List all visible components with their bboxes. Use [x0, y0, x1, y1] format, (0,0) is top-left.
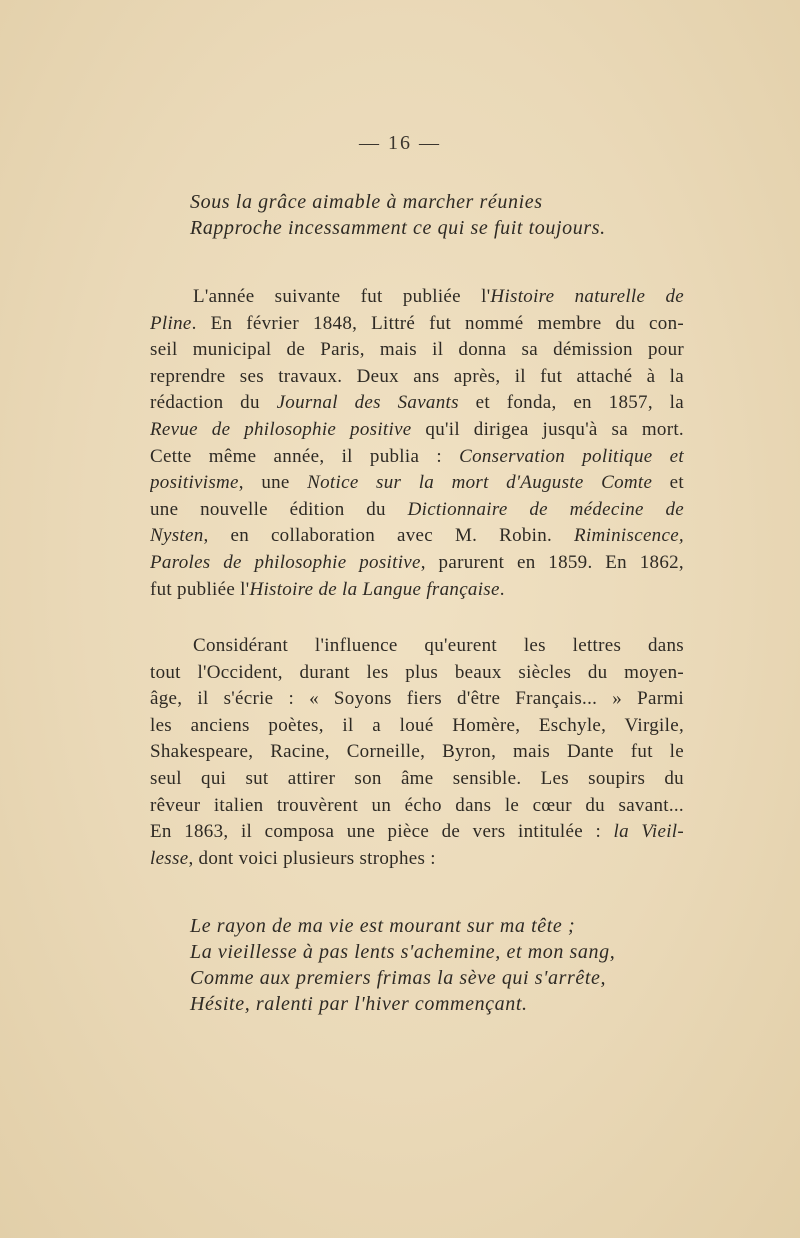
text-run: , une: [238, 472, 308, 494]
text-run: reprendre ses travaux. Deux ans après, il fut attaché à la: [150, 365, 684, 387]
text-line: [150, 633, 684, 660]
book-title: Histoire de la Langue française: [249, 578, 500, 600]
text-run: L'année suivante fut publiée l': [193, 286, 491, 307]
verse-line: Le rayon de ma vie est mourant sur ma tête ;: [190, 915, 576, 937]
verse-line: Comme aux premiers frimas la sève qui s'arrête,: [190, 967, 607, 989]
text-line: [150, 470, 684, 497]
text-run: rédaction du: [150, 392, 277, 414]
verse-quotation-top: [190, 189, 606, 241]
text-run: seul qui sut attirer son âme sensible. Les soupirs du: [150, 767, 684, 789]
text-line: [150, 713, 684, 740]
text-run: et: [652, 472, 684, 494]
text-run: Considérant l'influence qu'eurent les lettres dans: [193, 635, 684, 656]
text-run: Cette même année, il publia :: [150, 445, 460, 467]
text-line: [150, 364, 684, 391]
paragraph-influence: [150, 633, 684, 872]
text-run: rêveur italien trouvèrent un écho dans le cœur du savant...: [150, 794, 684, 816]
book-title: Nysten: [150, 525, 204, 547]
text-run: qu'il dirigea jusqu'à sa mort.: [411, 418, 684, 440]
text-run: . En février 1848, Littré fut nommé membre du con-: [191, 312, 684, 334]
text-line: [150, 444, 684, 471]
text-line: [150, 739, 684, 766]
text-line: [150, 660, 684, 687]
book-title: Riminiscence,: [574, 525, 684, 547]
text-run: , parurent en 1859. En 1862,: [420, 551, 684, 573]
text-run: .: [499, 578, 505, 600]
text-line: [150, 311, 684, 338]
text-line: [150, 819, 684, 846]
verse-quotation-bottom: [190, 913, 615, 1017]
text-run: , dont voici plusieurs strophes :: [188, 847, 436, 869]
poem-title: la Vieil-: [613, 821, 684, 843]
text-line: [150, 337, 684, 364]
text-line: [150, 417, 684, 444]
text-line: [150, 497, 684, 524]
verse-line: Rapproche incessamment ce qui se fuit toujours.: [190, 217, 606, 239]
page-number: — 16 —: [359, 132, 441, 154]
text-line: [150, 390, 684, 417]
book-title: Histoire naturelle de: [490, 286, 684, 307]
paragraph-bibliography: [150, 284, 684, 603]
journal-title: Revue de philosophie positive: [150, 418, 412, 440]
text-run: Shakespeare, Racine, Corneille, Byron, mais Dante fut le: [150, 741, 684, 763]
book-title: Conservation politique et: [459, 445, 684, 467]
verse-line: Hésite, ralenti par l'hiver commençant.: [190, 993, 528, 1015]
book-title: Pline: [150, 312, 192, 334]
text-line: [150, 577, 684, 604]
text-line: [150, 766, 684, 793]
text-run: âge, il s'écrie : « Soyons fiers d'être Français... » Parmi: [150, 688, 684, 710]
text-run: fut publiée l': [150, 578, 250, 600]
verse-line: La vieillesse à pas lents s'achemine, et mon sang,: [190, 941, 616, 963]
text-line: [150, 284, 684, 311]
text-run: tout l'Occident, durant les plus beaux siècles du moyen-: [150, 661, 684, 683]
poem-title: lesse: [150, 847, 189, 869]
text-line: [150, 793, 684, 820]
book-title: Paroles de philosophie positive: [150, 551, 421, 573]
text-run: et fonda, en 1857, la: [458, 392, 684, 414]
text-run: seil municipal de Paris, mais il donna sa démission pour: [150, 339, 684, 361]
book-title: Dictionnaire de médecine de: [407, 498, 684, 520]
text-run: En 1863, il composa une pièce de vers intitulée :: [150, 821, 614, 843]
text-line: [150, 686, 684, 713]
text-run: une nouvelle édition du: [150, 498, 408, 520]
text-line: [150, 550, 684, 577]
text-line: [150, 523, 684, 550]
text-line: [150, 846, 684, 873]
journal-title: Journal des Savants: [276, 392, 459, 414]
verse-line: Sous la grâce aimable à marcher réunies: [190, 191, 543, 213]
text-run: , en collaboration avec M. Robin.: [203, 525, 575, 547]
text-run: les anciens poètes, il a loué Homère, Eschyle, Virgile,: [150, 714, 684, 736]
book-title: positivisme: [150, 472, 239, 494]
book-title: Notice sur la mort d'Auguste Comte: [307, 472, 653, 494]
